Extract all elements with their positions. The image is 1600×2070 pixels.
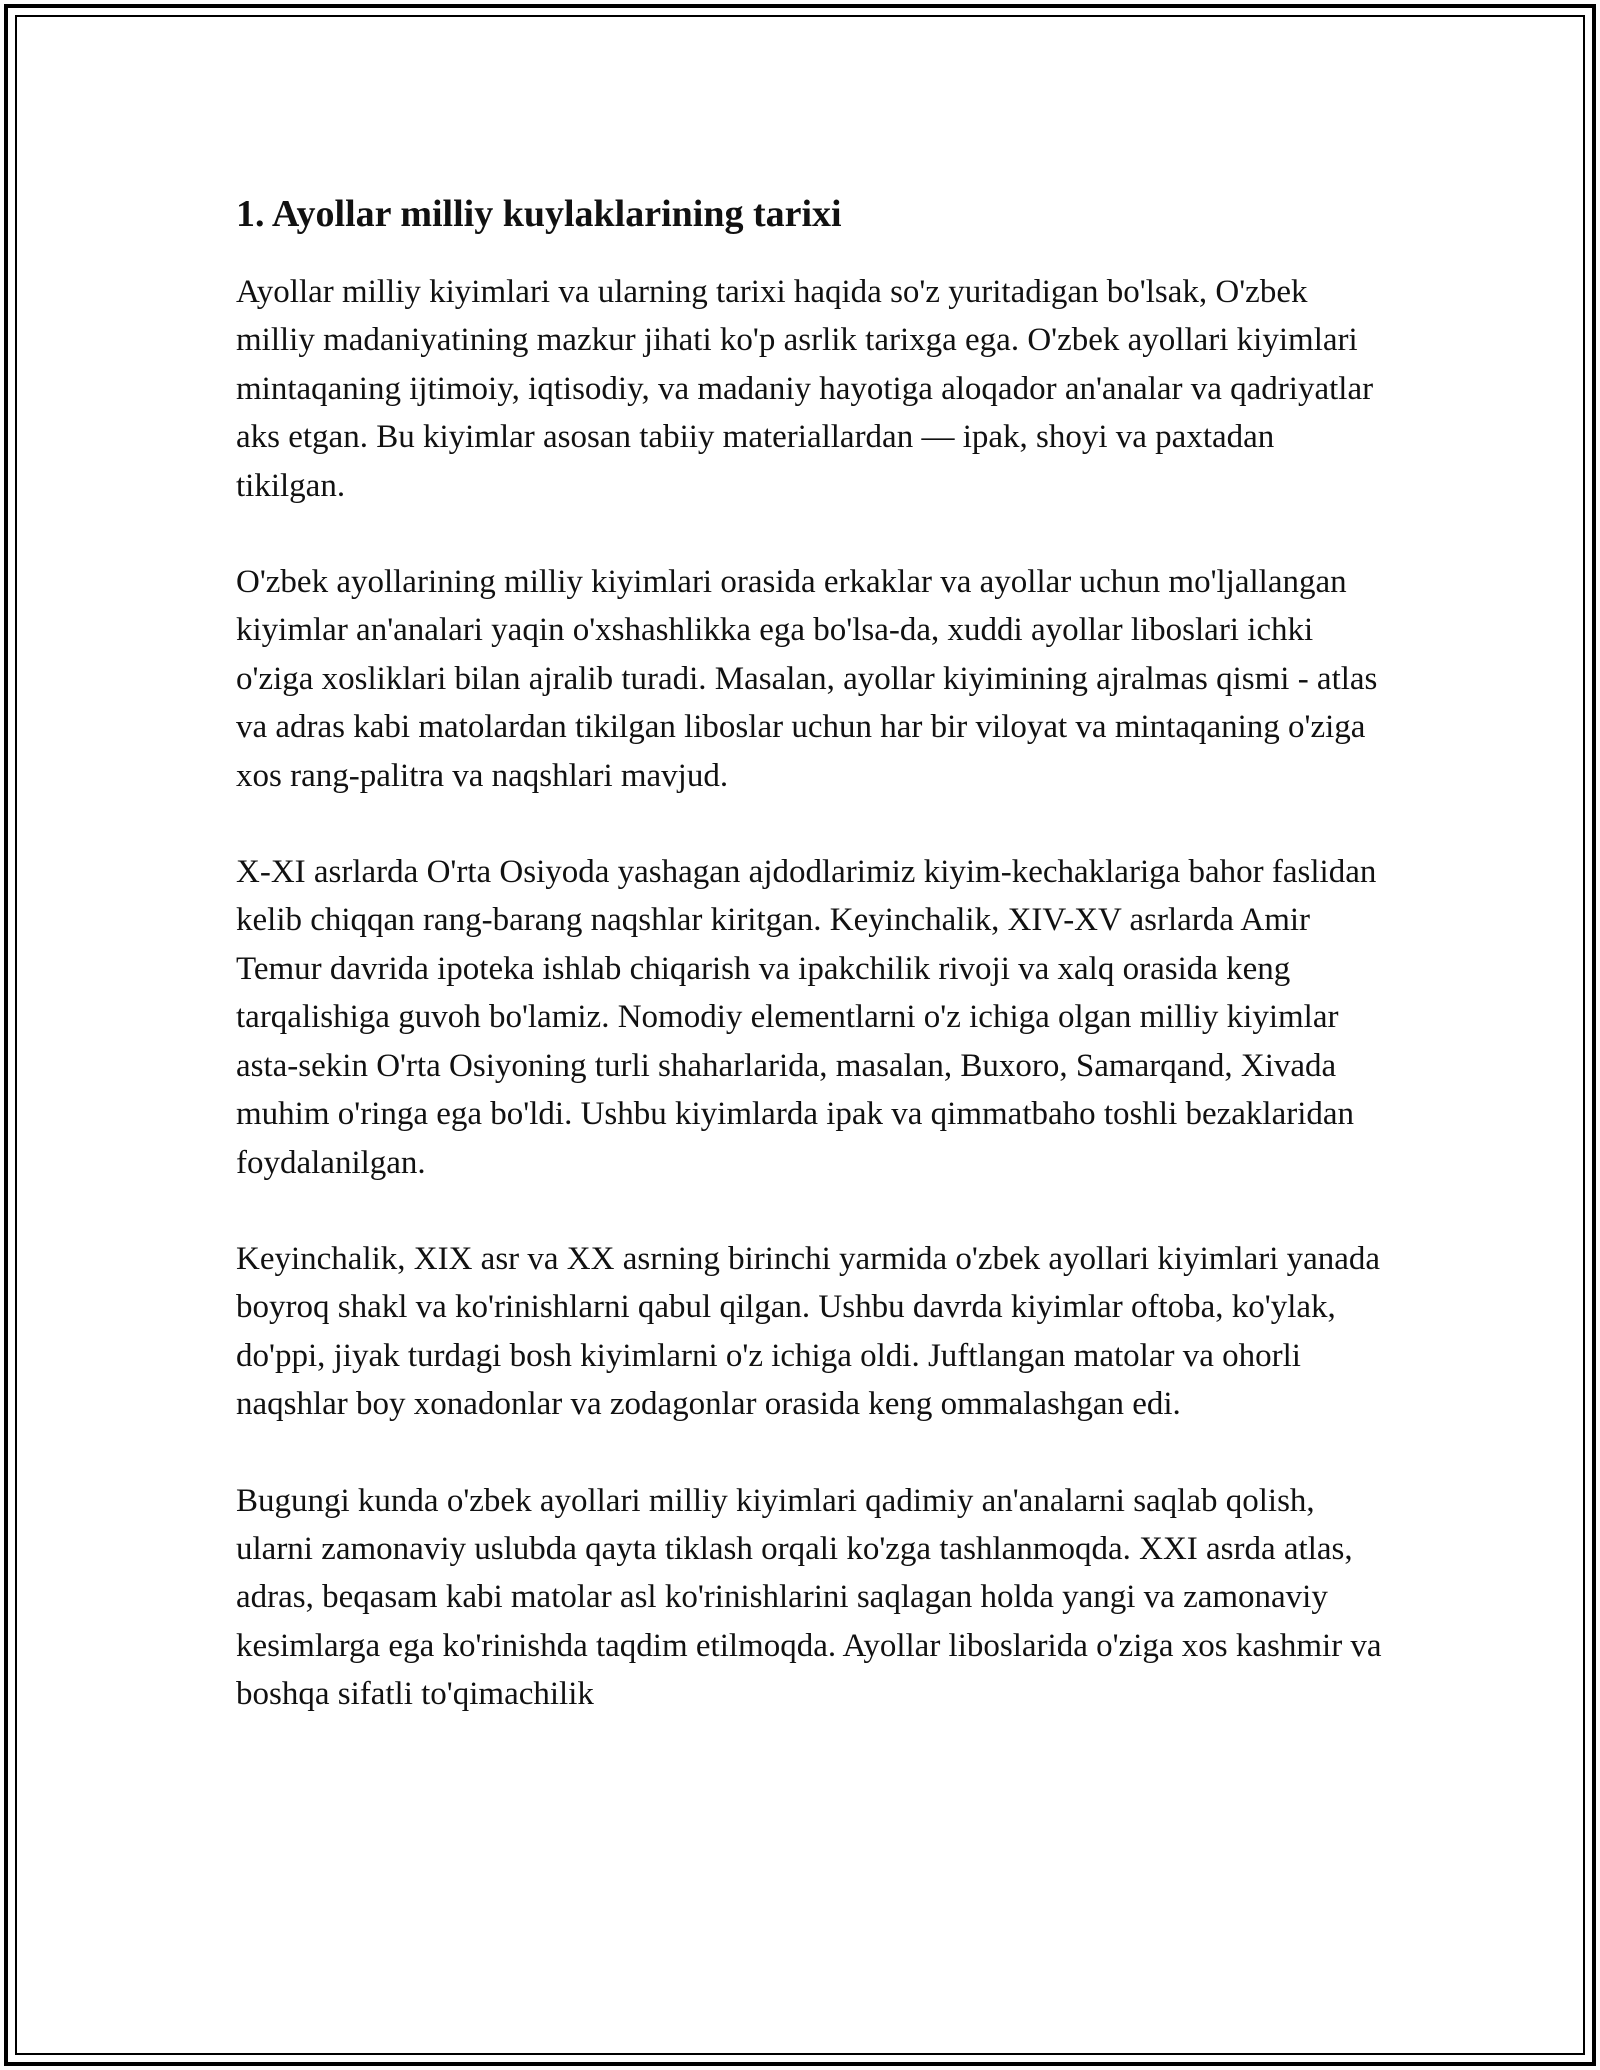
paragraph-4: Keyinchalik, XIX asr va XX asrning birinchi yarmida o'zbek ayollari kiyimlari yanada boyroq shakl va ko'rinishlarni qabul qilgan. Ushbu davrda kiyimlar oftoba, ko'ylak, do'ppi, jiyak turdagi bosh kiyimlarni o'z ichiga oldi. Juftlangan matolar va ohorli naqshlar boy xonadonlar va zodagonlar orasida keng ommalashgan edi. [236,1240,1381,1423]
paragraph-1: Ayollar milliy kiyimlari va ularning tarixi haqida so'z yuritadigan bo'lsak, O'zbek milliy madaniyatining mazkur jihati ko'p asrlik tarixga ega. O'zbek ayollari kiyimlari mintaqaning ijtimoiy, iqtisodiy, va madaniy hayotiga aloqador an'analar va qadriyatlar aks etgan. Bu kiyimlar asosan tabiiy materiallardan — ipak, shoyi va paxtadan tikilgan. [236,274,1374,504]
paragraph-2: O'zbek ayollarining milliy kiyimlari orasida erkaklar va ayollar uchun mo'ljallangan kiyimlar an'analari yaqin o'xshashlikka ega bo'lsa-da, xuddi ayollar liboslari ichki o'ziga xosliklari bilan ajralib turadi. Masalan, ayollar kiyimining ajralmas qismi - atlas va adras kabi matolardan tikilgan liboslar uchun har bir viloyat va mintaqaning o'ziga xos rang-palitra va naqshlari mavjud. [236,564,1378,794]
document-body [236,188,1386,1719]
section-heading: 1. Ayollar milliy kuylaklarining tarixi [236,193,842,235]
paragraph-5: Bugungi kunda o'zbek ayollari milliy kiyimlari qadimiy an'analarni saqlab qolish, ularni zamonaviy uslubda qayta tiklash orqali ko'zga tashlanmoqda. XXI asrda atlas, adras, beqasam kabi matolar asl ko'rinishlarini saqlagan holda yangi va zamonaviy kesimlarga ega ko'rinishda taqdim etilmoqda. Ayollar liboslarida o'ziga xos kashmir va boshqa sifatli to'qimachilik [236,1482,1382,1713]
paragraph-3: X-XI asrlarda O'rta Osiyoda yashagan ajdodlarimiz kiyim-kechaklariga bahor faslidan kelib chiqqan rang-barang naqshlar kiritgan. Keyinchalik, XIV-XV asrlarda Amir Temur davrida ipoteka ishlab chiqarish va ipakchilik rivoji va xalq orasida keng tarqalishiga guvoh bo'lamiz. Nomodiy elementlarni o'z ichiga olgan milliy kiyimlar asta-sekin O'rta Osiyoning turli shaharlarida, masalan, Buxoro, Samarqand, Xivada muhim o'ringa ega bo'ldi. Ushbu kiyimlarda ipak va qimmatbaho toshli bezaklaridan foydalanilgan. [236,854,1377,1181]
